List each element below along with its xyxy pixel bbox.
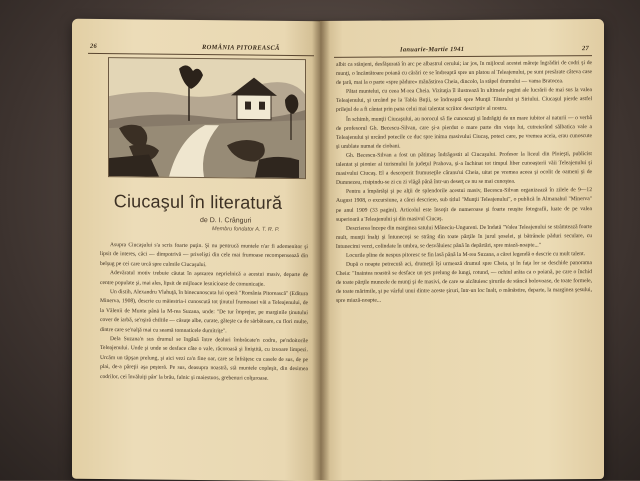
paragraph: Adevăratul motiv trebuie căutat în aşezarea neprielnică a acestui masiv, departe de centre populate şi, mai ales, lipsit de mijloace lesnicioase de comunicaţie. bbox=[100, 270, 308, 288]
paragraph: albit ca stânjeni, desfăşurată în arc pe albastrul cerului; iar jos, în mijlocul acestei măreţe îngrădiri de codri şi de munţi, o încântătoare poiană cu cărări ce se îndreaptă spre un platou al Teleajenului, pe sunt presărate câteva case de ţară, mai la o parte «spre pădure» mănăstirea Cheia, dincolo, la stâpel drumului — vama Bratocea. bbox=[336, 60, 592, 87]
author-role: Membru fondator A. T. R. P. bbox=[212, 226, 280, 233]
paragraph: Pătat muntelui, cu ceea M-rea Cheia. Vizitaţia îl ilustrează în ultimele pagini ale lucrării de mai sus la valea Teleajenului, şi urcând pe la Tabla Buţii, se îndreaptă spre Munţii Tătarului şi Siriului. Ciucaşul pierde astfel prilejul de a fi cântat prin pana celui mai talentat scriitor descriptiv al nostru. bbox=[336, 87, 592, 114]
open-book bbox=[72, 20, 604, 480]
left-page-number: 26 bbox=[90, 42, 98, 50]
left-body-text bbox=[100, 241, 308, 384]
paragraph: Dela Suzana'n sus drumul se îngână între dealuri îmbrăcate'n codru, pe'ndoitorile Teleajenului. Unde şi unde se desface câte o vale, răcoroasă şi liniştită, cu izvoare limpezi. Urcăm un tăpşan prelung, şi aici vezi ca'n fine oar, care se înfrăţesc cu casele de sus, de pe plai, de-a păreţii aşa peşteră. Pe sus, deasupra noastră, stă muntele copleşit, din desimea codrilor, cei învăluiţi pân' la brâu, falnic şi maiestuos, grebenuri colţuroase. bbox=[100, 336, 308, 382]
left-running-head: ROMÂNIA PITOREASCĂ bbox=[202, 44, 280, 52]
paragraph: Pentru a împărtăşi şi pe alţii de splendorile acestui masiv, Becescu-Silvan organizează în zilele de 9—12 August 1908, o excursiune, a cărei descriere, sub titlul "Munţii Teleajenului", o publică în Almanahul "Minerva" pe anul 1909 (33 pagini). Articolul este însoţit de numeroase şi foarte reuşite fotografii, luate de pe valea superioară a Teleajenului şi din masivul Ciucaş. bbox=[336, 187, 592, 223]
left-page bbox=[72, 19, 322, 481]
paragraph: În schimb, munţii Ciucaşului, au norocul să fie cunoscuţi şi îndrăgiţi de un mare iubitor al naturii — o verbă de profesorul Gh. Becescu-Silvan, care şi-a pierdut o mare parte din viaţa lui, cutreierând sălbatica vale a Teleajenului şi urcând potecile ce duc spre inima masivului Ciucaş, poteci care, pe vremea aceia, erau cunoscute şi umblate numai de ciobani. bbox=[336, 114, 592, 150]
article-author: de D. I. Crânguri bbox=[200, 217, 252, 225]
paragraph: Gh. Becescu-Silvan a fost un pătimaş îndrăgostit al Ciucaşului. Profesor la liceul din Ploieşti, publicist talentat şi pionier al turismului în judeţul Prahova, şi-a închinat tot timpul liber cunoaşterii văii Teleajenului şi masivului Ciucaş. El a descoperit frumuseţile căranu'ui Cheia, uitat pe vremea aceea şi ocolit de oameni şi de Dumnezeu, risipindu-se zi cu zi vlăgă până într-un deserţ ce nu se mai cunoştea. bbox=[336, 151, 592, 187]
header-rule bbox=[334, 55, 592, 58]
paragraph: După o noapte petrecută aci, drumeţii îşi urmează drumul spre Cheia, şi în faţa lor se deschide panorama Cheia: "Inaintea noastră se desface un şes prelung de lungi, rotund, — ochiul arăta ca o poiană, pe care o închid de toate părţile muncele de munţi şi de masivi, de care se alcătuiesc şirurile de stâncă bolovoase, de toate formele, de toate mărimile, şi pe vârful unui dintre aceste şiruri, într-un loc înalt, o mănăstire, departe, la marginea şesului, spre miază-noapte... bbox=[336, 260, 592, 305]
right-body-text bbox=[336, 59, 592, 306]
landscape-drawing bbox=[109, 58, 305, 178]
paragraph: Un distih, Alexandru Vlahuţă, în binecunoscuta lui operă "România Pitorească" (Editura Minerva, 1908), descrie cu măiestria-i cunoscută tot ţinutul frumoasei văi a Teleajenului, de la Vălenii de Munte până la M-rea Suzana, unde: "De tur împrejur, pe marginile ţinutului cover de iarbă, se'nşiră chiliile — căsuţe albe, curate, găteşte ca de sărbătoare, cu flori multe, dintre care se'nalţă mai cu seamă tomnaticele dumitriţe". bbox=[100, 289, 308, 334]
article-title: Ciucaşul în literatură bbox=[113, 191, 283, 213]
paragraph: Locurile pline de nespus pitoresc se fin lasă până la M-rea Suzana, a cărei legendă o descrie cu mult talent. bbox=[346, 251, 586, 259]
right-page bbox=[320, 19, 604, 481]
right-running-head: Ianuarie-Martie 1941 bbox=[400, 45, 465, 54]
right-page-number: 27 bbox=[582, 45, 590, 53]
woodcut-illustration bbox=[108, 57, 306, 179]
paragraph: Descrierea începe din marginea satului Măneciu-Ungureni. De îndată "Valea Teleajenului se strâmtează foarte mult, munţii înalţi şi întunecoşi se strâng din toate părţile în jurul şoselei, şi bătrânele păduri seculare, cu întunecimi verzi, colindate în umbra, se desvăluiesc pânâ în depărtări, spre miază-noapte..." bbox=[336, 223, 592, 250]
header-rule bbox=[88, 53, 314, 56]
paragraph: Asupra Ciucaşului s'a scris foarte puţin. Şi nu pentrucă muntele n'ar fi ademenitor şi lipsit de interes, căci — dimpotrivă — privelişti din cele mai frumoase recompensează din belşug pe cei care urcă spre culmile Ciucaşului. bbox=[100, 242, 308, 268]
